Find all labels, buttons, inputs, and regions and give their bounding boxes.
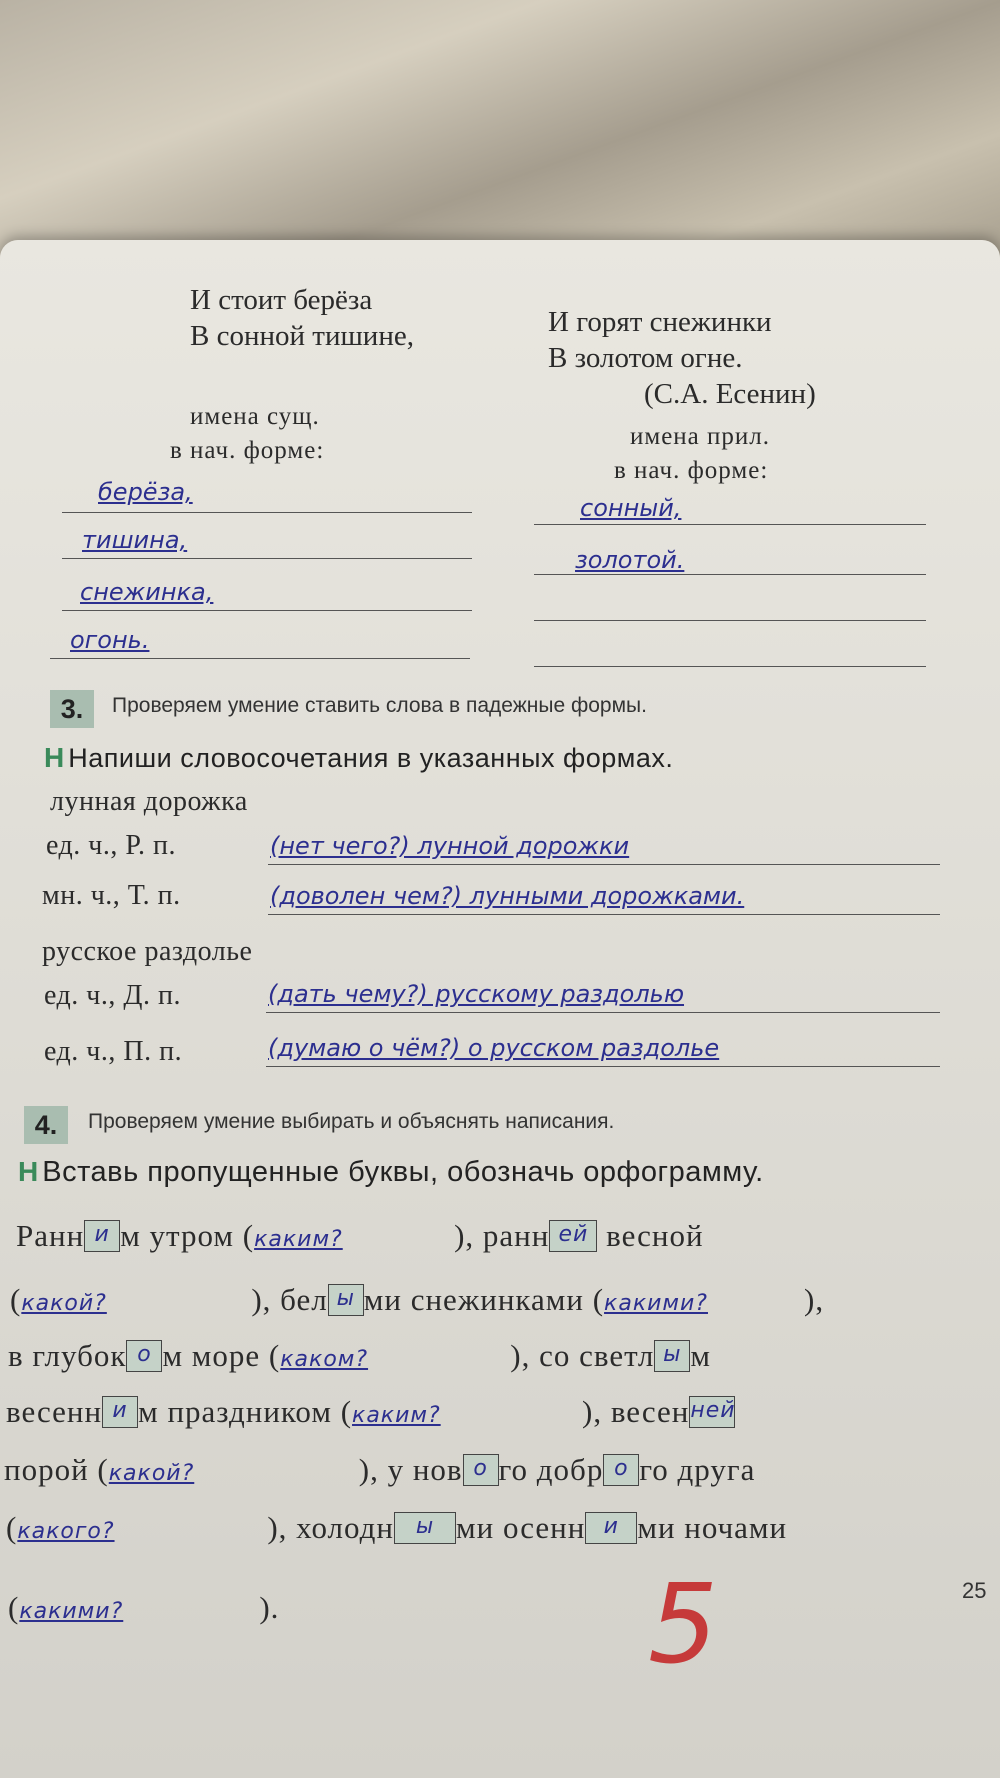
nouns-label-line2: в нач. форме: — [170, 437, 325, 464]
letter-box: ней — [689, 1396, 735, 1428]
noun-answer: снежинка, — [80, 578, 214, 606]
task-3-phrase-1: лунная дорожка — [50, 786, 248, 817]
poem-line: И стоит берёза — [190, 284, 373, 316]
task-3-row-label: ед. ч., Д. п. — [44, 980, 181, 1011]
answer: какими? — [604, 1291, 708, 1316]
task-3-row-label: мн. ч., Т. п. — [42, 880, 181, 911]
letter-box: ы — [328, 1284, 364, 1316]
poem-line: В золотом огне. — [548, 342, 743, 374]
text: ), бел — [251, 1282, 328, 1317]
task-3-instruction-row — [44, 742, 673, 774]
task-3-phrase-2: русское раздолье — [42, 936, 253, 967]
text: ), — [804, 1282, 825, 1317]
page-number: 25 — [962, 1578, 987, 1603]
text: весенн — [6, 1394, 103, 1429]
adjective-answer: сонный, — [580, 494, 682, 522]
poem-right — [548, 304, 816, 412]
answer: каким? — [254, 1227, 343, 1252]
task-3-number: 3. — [50, 690, 94, 728]
teacher-grade: 5 — [648, 1560, 718, 1688]
nouns-label — [150, 400, 324, 468]
text: м праздником ( — [138, 1394, 353, 1429]
letter-box: о — [126, 1340, 162, 1372]
text: ), у нов — [358, 1452, 463, 1487]
text: м утром ( — [120, 1218, 255, 1253]
text: ). — [259, 1590, 280, 1625]
letter-box: и — [585, 1512, 637, 1544]
task-4-line-6 — [6, 1510, 787, 1547]
task-3-instruction: Напиши словосочетания в указанных формах. — [68, 743, 674, 773]
letter-box: и — [84, 1220, 120, 1252]
text: ми осенн — [456, 1510, 586, 1545]
text: весной — [606, 1218, 704, 1253]
text: го друга — [639, 1452, 756, 1487]
letter-box: ы — [394, 1512, 456, 1544]
text: го добр — [498, 1452, 604, 1487]
text: порой ( — [4, 1452, 109, 1487]
task-4-mark: Н — [18, 1156, 39, 1187]
answer: какой? — [108, 1461, 195, 1486]
text: ( — [8, 1590, 20, 1625]
poem-line: И горят снежинки — [548, 306, 772, 338]
task-3-row-answer: (думаю о чём?) о русском раздолье — [268, 1034, 720, 1062]
task-3-row-answer: (дать чему?) русскому раздолью — [268, 980, 685, 1008]
task-3-row-label: ед. ч., Р. п. — [46, 830, 176, 861]
text: ми ночами — [637, 1510, 788, 1545]
task-4-heading: Проверяем умение выбирать и объяснять написания. — [88, 1110, 615, 1133]
letter-box: ы — [654, 1340, 690, 1372]
task-4-line-2 — [10, 1282, 824, 1319]
letter-box: о — [603, 1454, 639, 1486]
text: ( — [6, 1510, 18, 1545]
adjective-answer: золотой. — [575, 546, 685, 574]
text: ми снежинками ( — [363, 1282, 605, 1317]
letter-box: и — [102, 1396, 138, 1428]
task-4-line-5 — [4, 1452, 755, 1489]
task-4-line-7 — [8, 1590, 279, 1626]
text: ), весен — [582, 1394, 690, 1429]
noun-answer: огонь. — [70, 626, 150, 654]
noun-answer: тишина, — [82, 526, 188, 554]
poem-line: В сонной тишине, — [190, 320, 414, 352]
task-4-line-4 — [6, 1394, 735, 1431]
text: Ранн — [16, 1218, 85, 1253]
task-4-instruction: Вставь пропущенные буквы, обозначь орфограмму. — [42, 1156, 764, 1188]
text: ), со светл — [510, 1338, 655, 1373]
answer: какой? — [21, 1291, 107, 1316]
answer: какого? — [17, 1519, 115, 1544]
task-3-mark: Н — [44, 742, 65, 773]
answer: каким? — [352, 1403, 441, 1428]
text: ), ранн — [454, 1218, 550, 1253]
task-3-heading: Проверяем умение ставить слова в падежные формы. — [112, 694, 647, 717]
task-3-row-answer: (нет чего?) лунной дорожки — [270, 832, 630, 860]
text: м — [690, 1338, 711, 1373]
letter-box: ей — [549, 1220, 597, 1252]
adjectives-label-line2: в нач. форме: — [614, 457, 769, 484]
task-4-line-1 — [16, 1218, 704, 1255]
answer: каком? — [280, 1347, 369, 1372]
answer: какими? — [19, 1599, 124, 1624]
task-3-row-answer: (доволен чем?) лунными дорожками. — [270, 882, 745, 910]
text: м море ( — [162, 1338, 281, 1373]
task-4-line-3 — [8, 1338, 711, 1375]
noun-answer: берёза, — [98, 478, 193, 506]
nouns-label-line1: имена сущ. — [190, 403, 320, 430]
adjectives-label — [600, 420, 770, 488]
task-3-row-label: ед. ч., П. п. — [44, 1036, 183, 1067]
task-4-instruction-row — [18, 1156, 764, 1189]
text: ( — [10, 1282, 22, 1317]
text: ), холодн — [267, 1510, 395, 1545]
poem-author: (С.А. Есенин) — [644, 378, 816, 410]
poem-left — [190, 282, 414, 354]
adjectives-label-line1: имена прил. — [630, 423, 771, 450]
text: в глубок — [8, 1338, 127, 1373]
task-4-number: 4. — [24, 1106, 68, 1144]
letter-box: о — [463, 1454, 499, 1486]
